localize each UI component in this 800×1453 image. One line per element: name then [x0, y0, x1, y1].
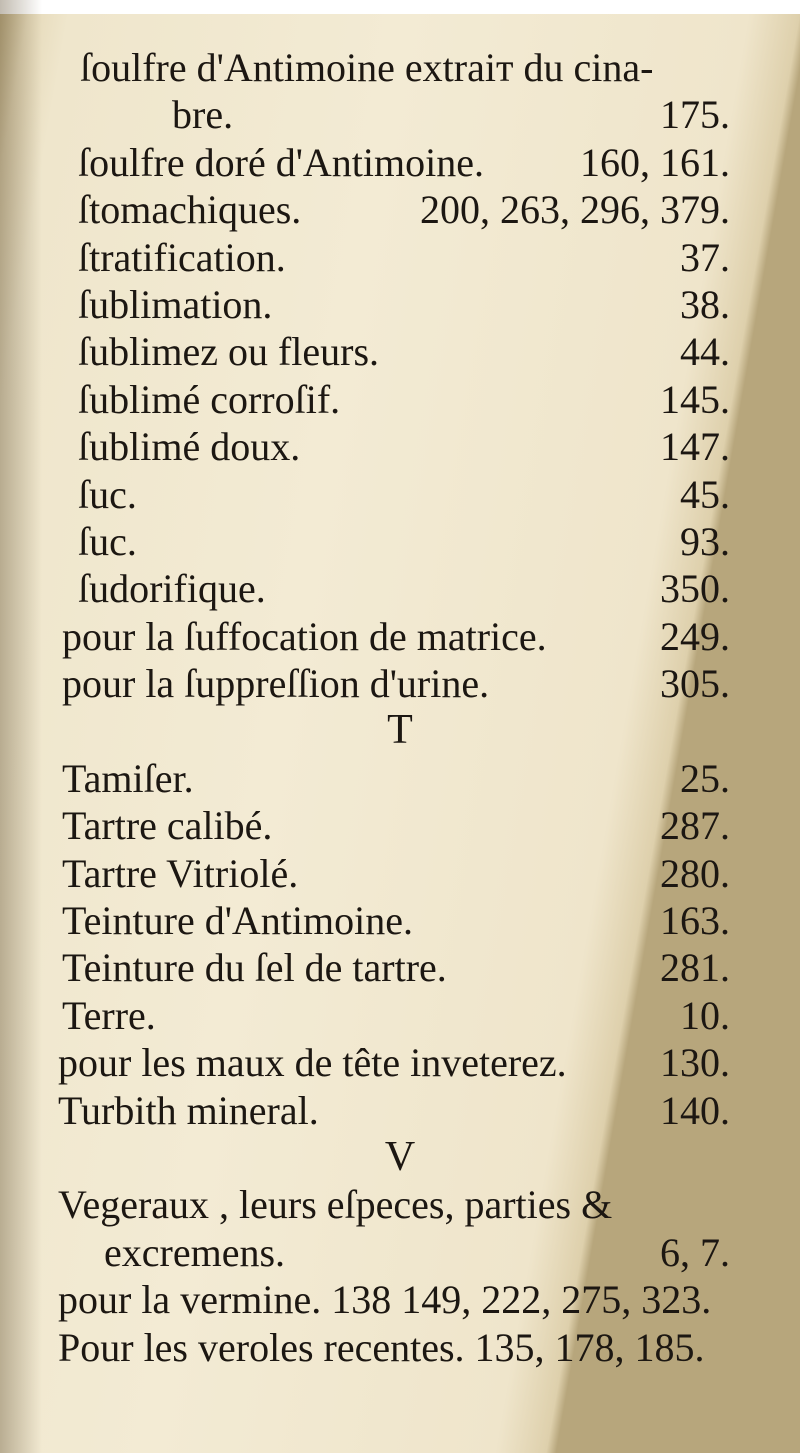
index-entry [0, 1276, 800, 1323]
entry-page-numbers: 145. [660, 376, 730, 422]
entry-term: ſublimé corroſif. [78, 376, 341, 422]
entry-page-numbers: 44. [680, 329, 730, 375]
index-entry [0, 802, 800, 849]
index-entry [0, 850, 800, 897]
entry-term: ſoulfre d'Antimoine extraiт du cina- [80, 45, 654, 90]
entry-term: Tartre Vitriolé. [62, 850, 299, 896]
index-entry [0, 613, 800, 660]
entry-page-numbers: 281. [660, 945, 730, 991]
entry-term: bre. [172, 92, 234, 138]
entry-term: pour la vermine. 138 149, 222, 275, 323. [58, 1277, 712, 1323]
entry-page-numbers: 160, 161. [580, 139, 730, 185]
entry-page-numbers: 38. [680, 281, 730, 327]
entry-term: pour les maux de tête inveterez. [58, 1040, 567, 1086]
index-entry [0, 1181, 800, 1228]
section-letter: T [387, 707, 413, 754]
entry-term: pour la ſuppreſſion d'urine. [62, 661, 490, 707]
index-entry [0, 44, 800, 91]
entry-term: Turbith mineral. [58, 1087, 319, 1133]
entry-term: ſuc. [78, 518, 137, 564]
entry-term: Teinture d'Antimoine. [62, 898, 413, 944]
entry-page-numbers: 147. [660, 424, 730, 470]
index-entry [0, 423, 800, 470]
entry-page-numbers: 249. [660, 613, 730, 659]
entry-term: Pour les veroles recentes. 135, 178, 185. [58, 1324, 705, 1370]
index-entry [0, 328, 800, 375]
entry-page-numbers: 93. [680, 518, 730, 564]
entry-page-numbers: 45. [680, 471, 730, 517]
entry-page-numbers: 305. [660, 661, 730, 707]
entry-page-numbers: 10. [680, 992, 730, 1038]
entry-page-numbers: 37. [680, 234, 730, 280]
entry-page-numbers: 350. [660, 566, 730, 612]
index-entry [0, 471, 800, 518]
entry-page-numbers: 280. [660, 850, 730, 896]
index-entry [0, 944, 800, 991]
index-entry [0, 281, 800, 328]
entry-page-numbers: 200, 263, 296, 379. [420, 187, 730, 233]
entry-term: ſoulfre doré d'Antimoine. [78, 139, 484, 185]
index-entries [0, 44, 800, 1371]
index-entry [0, 139, 800, 186]
index-entry [0, 1087, 800, 1134]
index-entry [0, 1039, 800, 1086]
entry-page-numbers: 175. [660, 92, 730, 138]
entry-term: Terre. [62, 992, 156, 1038]
entry-term: ſublimez ou fleurs. [78, 329, 380, 375]
index-entry [0, 91, 800, 138]
index-entry [0, 1324, 800, 1371]
entry-term: pour la ſuffocation de matrice. [62, 613, 547, 659]
entry-term: ſublimé doux. [78, 424, 301, 470]
index-entry [0, 755, 800, 802]
index-entry [0, 376, 800, 423]
index-entry [0, 565, 800, 612]
entry-term: ſublimation. [78, 281, 273, 327]
entry-page-numbers: 25. [680, 755, 730, 801]
index-entry [0, 660, 800, 707]
entry-term: Teinture du ſel de tartre. [62, 945, 447, 991]
section-letter-row [0, 1134, 800, 1181]
entry-page-numbers: 6, 7. [660, 1229, 730, 1275]
entry-page-numbers: 287. [660, 803, 730, 849]
section-letter: V [384, 1133, 416, 1180]
entry-term: Vegeraux , leurs eſpeces, parties & [58, 1182, 613, 1228]
entry-page-numbers: 163. [660, 898, 730, 944]
entry-term: ſuc. [78, 471, 137, 517]
entry-term: ſtratification. [78, 234, 286, 280]
entry-term: excremens. [104, 1229, 286, 1275]
entry-page-numbers: 130. [660, 1040, 730, 1086]
entry-term: Tamiſer. [62, 755, 194, 801]
entry-term: ſtomachiques. [78, 187, 302, 233]
index-entry [0, 234, 800, 281]
page-top-margin [0, 0, 800, 14]
entry-term: ſudorifique. [78, 566, 266, 612]
section-letter-row [0, 707, 800, 754]
entry-term: Tartre calibé. [62, 803, 273, 849]
index-entry [0, 992, 800, 1039]
entry-page-numbers: 140. [660, 1087, 730, 1133]
index-entry [0, 1229, 800, 1276]
index-entry [0, 518, 800, 565]
index-entry [0, 186, 800, 233]
index-entry [0, 897, 800, 944]
